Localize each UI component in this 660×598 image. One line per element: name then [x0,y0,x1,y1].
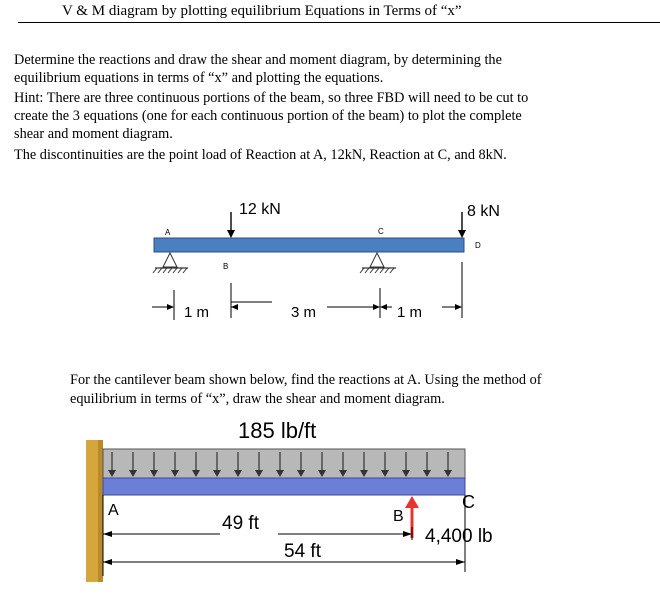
point-label-b-cantilever: B [393,508,404,525]
page-title: V & M diagram by plotting equilibrium Equations in Terms of “x” [62,3,462,19]
problem1-line-2: equilibrium equations in terms of “x” and plotting the equations. [14,70,384,86]
distributed-load-label: 185 lb/ft [238,418,317,443]
problem2-line-1: For the cantilever beam shown below, find the reactions at A. Using the method of [70,372,542,388]
point-label-c: C [378,227,384,236]
problem2-line-2: equilibrium in terms of “x”, draw the shear and moment diagram. [70,391,445,407]
dimension-label-1m-left: 1 m [184,304,210,321]
problem1-line-6: The discontinuities are the point load of Reaction at A, 12kN, Reaction at C, and 8kN. [14,147,507,163]
dimension-label-3m: 3 m [291,304,317,321]
problem1-line-1: Determine the reactions and draw the shear and moment diagram, by determining the [14,52,502,68]
point-label-a-cantilever: A [108,502,119,519]
dimension-label-1m-right: 1 m [397,304,423,321]
problem1-line-4: create the 3 equations (one for each continuous portion of the beam) to plot the complete [14,108,522,124]
distributed-load-box [103,449,465,478]
problem1-line-3: Hint: There are three continuous portions of the beam, so three FBD will need to be cut to [14,90,529,106]
point-label-d: D [475,241,481,250]
beam-2 [103,478,465,495]
load-label-12kn: 12 kN [239,201,281,218]
dimension-label-49ft: 49 ft [222,513,259,534]
point-force-label: 4,400 lb [425,526,493,547]
dimension-label-54ft: 54 ft [284,541,321,562]
point-label-a: A [165,228,171,237]
problem1-line-5: shear and moment diagram. [14,126,173,142]
point-label-b: B [223,262,229,271]
point-label-c-cantilever: C [462,492,475,512]
load-label-8kn: 8 kN [467,203,500,220]
